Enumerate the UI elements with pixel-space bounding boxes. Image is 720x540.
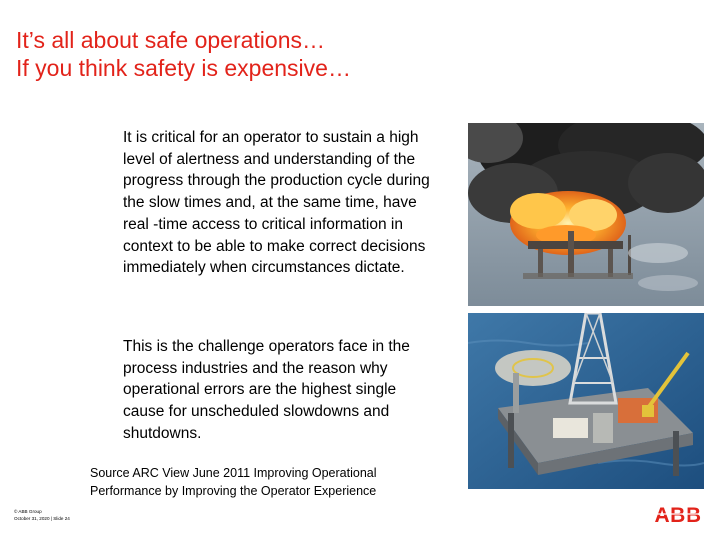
slide-footer — [14, 508, 70, 522]
burning-platform-photo — [468, 123, 704, 306]
svg-text:ABB: ABB — [654, 504, 702, 525]
title-line-2: If you think safety is expensive… — [16, 55, 351, 81]
footer-date-slide: October 31, 2020 | Slide 24 — [14, 516, 70, 521]
slide-title — [16, 26, 351, 82]
title-line-1: It’s all about safe operations… — [16, 27, 325, 53]
body-paragraph-2: This is the challenge operators face in the process industries and the reason why operational errors are the highest single cause for unscheduled slowdowns and shutdowns. — [123, 338, 410, 442]
footer-copyright: © ABB Group — [14, 509, 42, 514]
drilling-rig-photo — [468, 313, 704, 489]
source-citation: Source ARC View June 2011 Improving Operational Performance by Improving the Operator Experience — [90, 466, 377, 498]
body-paragraph-1: It is critical for an operator to sustain a high level of alertness and understanding of the progress through the production cycle during the slow times and, at the same time, have real -time access to critical information in context to be able to make correct decisions immediately when circumstances dictate. — [123, 129, 430, 277]
abb-logo — [651, 503, 705, 525]
